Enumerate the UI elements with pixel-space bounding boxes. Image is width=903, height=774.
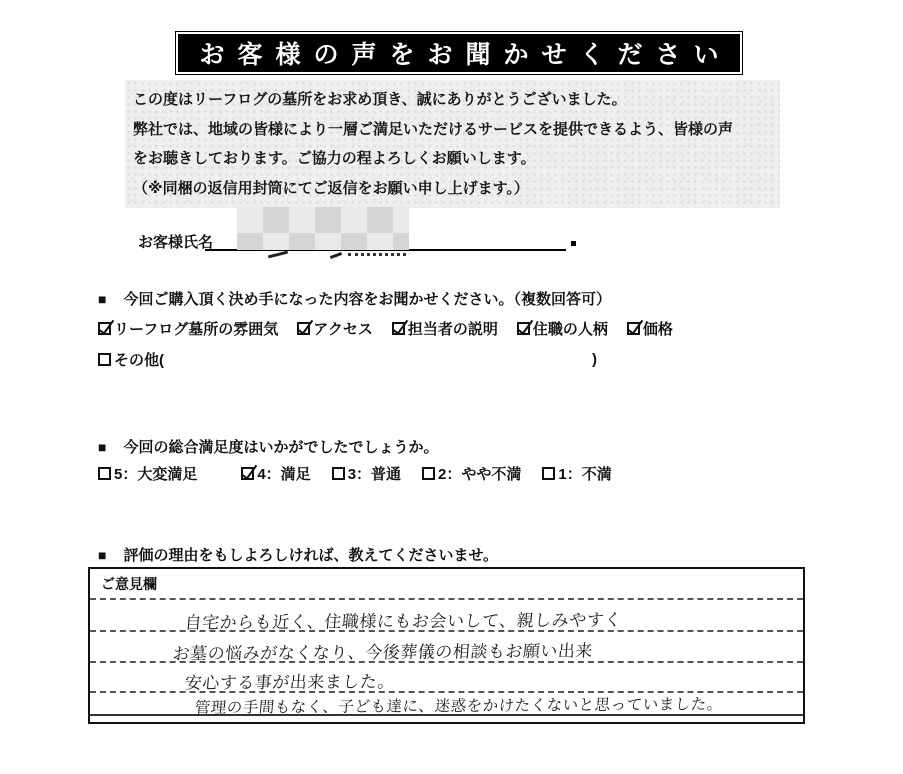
- comment-line[interactable]: [90, 693, 803, 716]
- option-label: 4：満足: [257, 466, 311, 483]
- period-dot: [571, 241, 576, 246]
- comments-box-label: ご意見欄: [90, 569, 803, 600]
- form-title: お客様の声をお聞かせください: [178, 34, 740, 72]
- comments-box[interactable]: [88, 567, 805, 724]
- option-staff-explanation[interactable]: [392, 318, 498, 339]
- comment-line[interactable]: [90, 600, 803, 632]
- bullet-square-icon: ■: [98, 291, 107, 307]
- intro-line: この度はリーフログの墓所をお求め頂き、誠にありがとうございました。: [133, 91, 627, 108]
- option-access[interactable]: [297, 318, 373, 339]
- checkbox-icon[interactable]: [542, 467, 555, 480]
- question-2-options: [98, 463, 612, 484]
- rating-3-neutral[interactable]: [332, 463, 401, 484]
- question-1-text: 今回ご購入頂く決め手になった内容をお聞かせください。（複数回答可）: [123, 291, 611, 308]
- option-priest-character[interactable]: [517, 318, 608, 339]
- option-label: 担当者の説明: [407, 321, 498, 338]
- checkbox-icon[interactable]: [297, 322, 310, 335]
- question-2-title: [98, 436, 438, 457]
- bullet-square-icon: ■: [98, 439, 107, 455]
- signature-remnant: [330, 252, 342, 259]
- comment-line[interactable]: [90, 632, 803, 663]
- intro-line: をお聴きしております。ご協力の程よろしくお願いします。: [133, 150, 536, 167]
- redacted-name-blur: [237, 207, 409, 250]
- option-price[interactable]: [627, 318, 673, 339]
- rating-2-somewhat-dissatisfied[interactable]: [422, 463, 521, 484]
- option-label: 2：やや不満: [438, 466, 522, 483]
- option-atmosphere[interactable]: [98, 318, 278, 339]
- signature-remnant: [348, 253, 406, 256]
- checkbox-icon[interactable]: [98, 353, 111, 366]
- intro-line: 弊社では、地域の皆様により一層ご満足いただけるサービスを提供できるよう、皆様の声: [133, 120, 734, 138]
- handwritten-text: 自宅からも近く、住職様にもお会いして、親しみやすく: [183, 610, 623, 633]
- checkbox-icon[interactable]: [332, 467, 345, 480]
- other-close-paren: ): [592, 351, 597, 368]
- option-label: 3：普通: [347, 466, 402, 483]
- rating-4-satisfied[interactable]: [241, 463, 310, 484]
- option-label: リーフログ墓所の雰囲気: [114, 321, 279, 338]
- question-1-other-row: [98, 349, 597, 370]
- signature-remnant: [268, 251, 288, 259]
- checkbox-icon[interactable]: [98, 467, 111, 480]
- rating-5-very-satisfied[interactable]: [98, 463, 197, 484]
- option-label: 価格: [642, 321, 673, 338]
- question-3-text: 評価の理由をもしよろしければ、教えてくださいませ。: [123, 547, 499, 564]
- handwritten-text: 安心する事が出来ました。: [184, 672, 396, 693]
- customer-name-label: お客様氏名: [138, 234, 214, 251]
- question-1-options: [98, 318, 673, 339]
- checkbox-icon[interactable]: [98, 322, 111, 335]
- checkbox-icon[interactable]: [517, 322, 530, 335]
- question-2-text: 今回の総合満足度はいかがでしたでしょうか。: [123, 439, 439, 456]
- checkbox-icon[interactable]: [392, 322, 405, 335]
- bullet-square-icon: ■: [98, 547, 107, 563]
- question-1-title: [98, 288, 611, 309]
- intro-paragraph: [125, 80, 780, 208]
- option-label: 5：大変満足: [114, 466, 198, 483]
- checkbox-icon[interactable]: [627, 322, 640, 335]
- question-3-title: [98, 544, 498, 565]
- checkbox-icon[interactable]: [241, 467, 254, 480]
- option-other[interactable]: [98, 349, 164, 370]
- option-label: アクセス: [313, 321, 373, 338]
- comment-line[interactable]: [90, 663, 803, 693]
- handwritten-text: 管理の手間もなく、子ども達に、迷惑をかけたくないと思っていました。: [194, 696, 724, 717]
- option-label: 1：不満: [558, 466, 612, 483]
- intro-line: （※同梱の返信用封筒にてご返信をお願い申し上げます。）: [133, 179, 529, 197]
- handwritten-text: お墓の悩みがなくなり、今後葬儀の相談もお願い出来: [171, 641, 594, 664]
- checkbox-icon[interactable]: [422, 467, 435, 480]
- option-label: その他(: [114, 352, 164, 369]
- option-label: 住職の人柄: [532, 321, 608, 338]
- rating-1-dissatisfied[interactable]: [542, 463, 611, 484]
